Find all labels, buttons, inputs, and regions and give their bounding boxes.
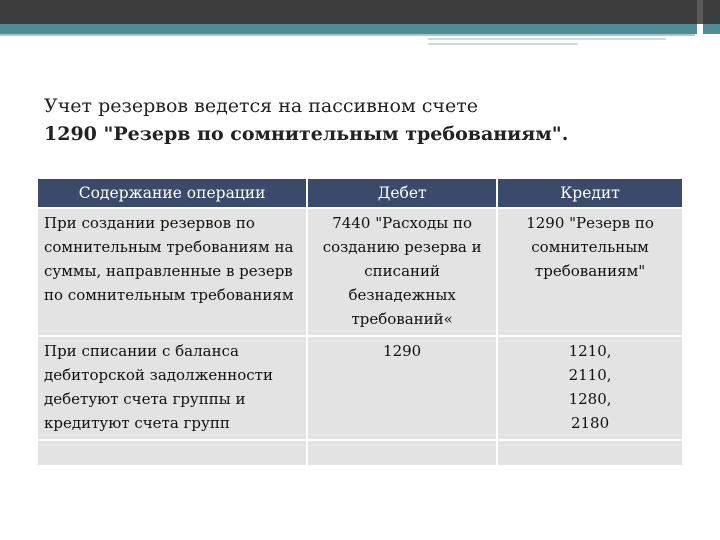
top-teal-bar-gap — [697, 24, 703, 34]
slide-title-line1: Учет резервов ведется на пассивном счете — [44, 95, 478, 117]
slide-title-line2: 1290 "Резерв по сомнительным требованиям". — [44, 123, 569, 145]
accounting-table — [36, 177, 684, 467]
decorative-line — [428, 38, 666, 40]
top-teal-bar — [0, 24, 720, 34]
header-operation: Содержание операции — [38, 179, 306, 207]
slide-title — [44, 92, 684, 148]
cell-debit: 7440 "Расходы по созданию резерва и списаний безнадежных требований« — [308, 209, 496, 335]
cell-debit — [308, 441, 496, 465]
top-dark-bar — [0, 0, 720, 24]
decorative-line — [0, 34, 695, 36]
cell-debit: 1290 — [308, 337, 496, 439]
header-credit: Кредит — [498, 179, 682, 207]
cell-operation: При создании резервов по сомнительным требованиям на суммы, направленные в резерв по сомнительным требованиям — [38, 209, 306, 335]
cell-operation: При списании с баланса дебиторской задолженности дебетуют счета группы и кредитуют счета групп — [38, 337, 306, 439]
table-row — [38, 209, 682, 335]
cell-credit: 1210, 2110, 1280, 2180 — [498, 337, 682, 439]
header-debit: Дебет — [308, 179, 496, 207]
cell-credit — [498, 441, 682, 465]
table-header-row — [38, 179, 682, 207]
table-row — [38, 441, 682, 465]
cell-operation — [38, 441, 306, 465]
table-row — [38, 337, 682, 439]
decorative-line — [428, 43, 578, 45]
cell-credit: 1290 "Резерв по сомнительным требованиям" — [498, 209, 682, 335]
top-dark-bar-gap — [697, 0, 703, 24]
